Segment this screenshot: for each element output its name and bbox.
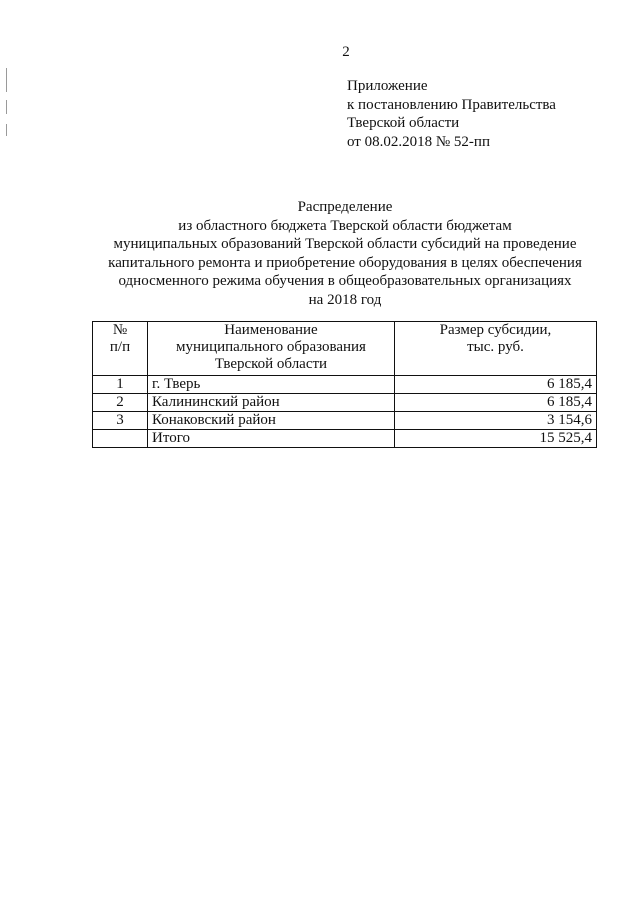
title-line: капитального ремонта и приобретение оборудования в целях обеспечения	[108, 254, 582, 271]
header-number	[93, 322, 148, 376]
row-amount: 6 185,4	[395, 376, 597, 394]
header-text: тыс. руб.	[467, 339, 524, 355]
total-amount: 15 525,4	[395, 430, 597, 448]
annex-line: от 08.02.2018 № 52-пп	[347, 133, 490, 150]
subsidy-table	[92, 321, 597, 448]
total-number	[93, 430, 148, 448]
annex-line: к постановлению Правительства	[347, 96, 556, 113]
header-name	[148, 322, 395, 376]
scan-edge-mark	[6, 68, 7, 92]
header-text: Наименование	[224, 322, 318, 338]
row-name: Калининский район	[148, 394, 395, 412]
row-number: 1	[93, 376, 148, 394]
table-row	[93, 376, 597, 394]
annex-line: Приложение	[347, 78, 428, 94]
scan-edge-mark	[6, 100, 7, 114]
title-line: Распределение	[297, 199, 393, 215]
row-number: 2	[93, 394, 148, 412]
header-text: п/п	[109, 339, 131, 355]
row-amount: 6 185,4	[395, 394, 597, 412]
row-amount: 3 154,6	[395, 412, 597, 430]
row-number: 3	[93, 412, 148, 430]
header-text: Размер субсидии,	[439, 322, 552, 338]
scan-edge-mark	[6, 124, 7, 136]
title-line: на 2018 год	[308, 291, 382, 308]
annex-line: Тверской области	[347, 115, 460, 131]
table-header-row	[93, 322, 597, 376]
table-row	[93, 412, 597, 430]
header-text: Тверской области	[214, 356, 328, 372]
row-name: Конаковский район	[148, 412, 395, 430]
header-text: №	[112, 322, 128, 338]
title-line: односменного режима обучения в общеобразовательных организациях	[118, 273, 572, 289]
header-amount	[395, 322, 597, 376]
row-name: г. Тверь	[148, 376, 395, 394]
table-row	[93, 394, 597, 412]
page-number: 2	[342, 44, 350, 60]
table-total-row	[93, 430, 597, 448]
document-title	[80, 198, 610, 309]
total-label: Итого	[148, 430, 395, 448]
annex-block	[347, 77, 556, 151]
header-text: муниципального образования	[176, 339, 366, 355]
title-line: муниципальных образований Тверской области субсидий на проведение	[113, 236, 577, 252]
title-line: из областного бюджета Тверской области бюджетам	[178, 217, 512, 234]
